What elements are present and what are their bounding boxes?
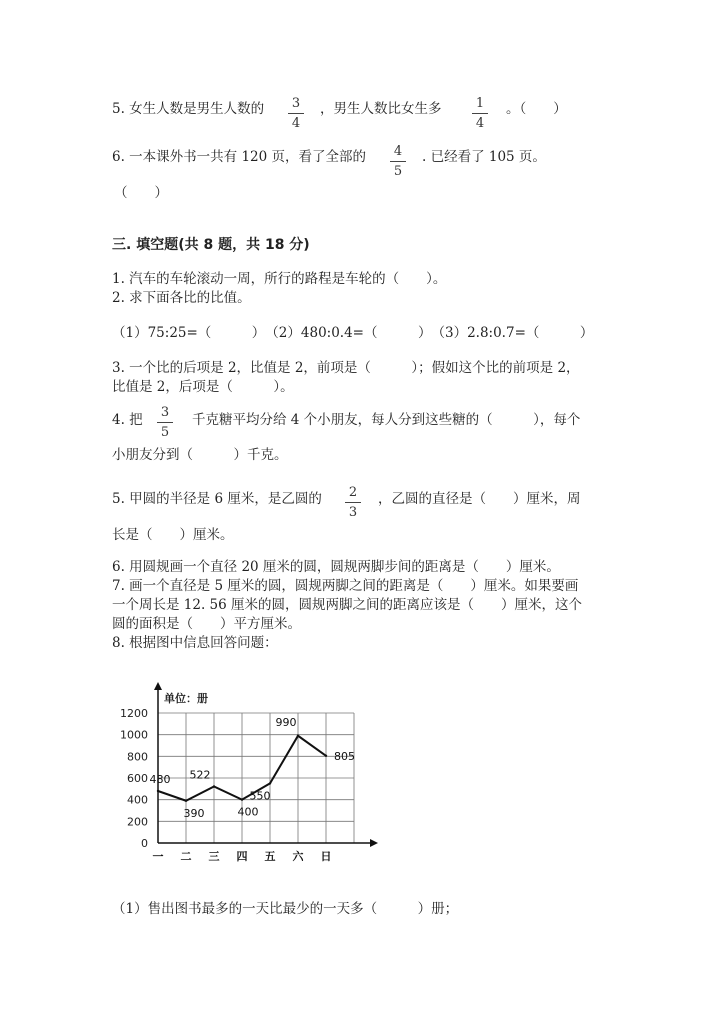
y-axis-arrow [154, 682, 162, 690]
q5-text-a: 5. 甲圆的半径是 6 厘米，是乙圆的 [112, 491, 322, 507]
q8-sub1-text: （1）售出图书最多的一天比最少的一天多（ ）册； [112, 901, 459, 917]
y-tick-label: 800 [127, 750, 148, 764]
data-label: 805 [334, 749, 355, 763]
data-label: 550 [249, 789, 271, 803]
q6-text: 6. 用圆规画一个直径 20 厘米的圆，圆规两脚步间的距离是（ ）厘米。 [112, 559, 560, 575]
q7-line-1: 7. 画一个直径是 5 厘米的圆，圆规两脚之间的距离是（ ）厘米。如果要画 [112, 578, 579, 594]
q4-text-c: 小朋友分到（ ）千克。 [112, 447, 288, 463]
q2-text: 2. 求下面各比的比值。 [112, 290, 251, 306]
fraction-denominator: 3 [348, 505, 358, 520]
y-tick-label: 1000 [120, 728, 148, 742]
q5-prev-fraction-2 [472, 96, 488, 131]
data-point [213, 785, 215, 787]
q4-fraction [157, 405, 173, 440]
y-tick-label: 400 [127, 793, 148, 807]
fraction-numerator: 4 [393, 144, 403, 159]
y-tick-label: 0 [141, 837, 148, 850]
data-point [185, 800, 187, 802]
fraction-denominator: 5 [393, 164, 403, 179]
x-tick-label: 日 [320, 850, 332, 863]
q5-prev-text-c: 。（ ） [506, 101, 567, 117]
q5-prev-fraction-1 [288, 96, 304, 131]
q6-prev-text-b: . 已经看了 105 页。 [422, 149, 546, 165]
y-tick-label: 600 [127, 772, 148, 785]
q6-prev-text-a: 6. 一本课外书一共有 120 页，看了全部的 [112, 149, 367, 165]
q5-fraction [345, 485, 361, 520]
q2-parts: （1）75:25=（ ） （2）480:0.4=（ ） （3）2.8:0.7=（ ） [112, 325, 594, 341]
section-title: 三. 填空题(共 8 题，共 18 分) [112, 237, 310, 253]
y-tick-label: 1200 [120, 707, 148, 720]
y-tick-label: 200 [127, 815, 148, 829]
q1-text: 1. 汽车的车轮滚动一周，所行的路程是车轮的（ ）。 [112, 271, 447, 287]
q5-prev-text-b: ，男生人数比女生多 [320, 101, 442, 117]
fraction-numerator: 3 [291, 96, 301, 111]
q4-text-b: 千克糖平均分给 4 个小朋友，每人分到这些糖的（ ），每个 [192, 412, 581, 428]
data-label: 522 [189, 768, 211, 782]
data-label: 390 [183, 806, 205, 820]
fraction-denominator: 5 [160, 425, 170, 440]
q7-line-3: 圆的面积是（ ）平方厘米。 [112, 616, 301, 632]
q6-prev-fraction [390, 144, 406, 179]
x-tick-label: 五 [264, 850, 276, 863]
data-point [325, 755, 327, 757]
x-tick-label: 一 [152, 850, 164, 863]
data-point [241, 798, 243, 800]
q3-line-1: 3. 一个比的后项是 2，比值是 2，前项是（ ）；假如这个比的前项是 2， [112, 360, 580, 376]
x-tick-label: 四 [236, 850, 248, 863]
q6-prev-text-c: （ ） [114, 185, 168, 201]
x-tick-label: 二 [180, 850, 192, 863]
data-label: 990 [275, 715, 297, 729]
q4-text-a: 4. 把 [112, 412, 143, 428]
unit-label: 单位：册 [164, 692, 208, 705]
data-label: 400 [237, 805, 259, 819]
fraction-numerator: 2 [348, 485, 358, 500]
data-label: 480 [149, 773, 171, 786]
q7-line-2: 一个周长是 12. 56 厘米的圆，圆规两脚之间的距离应该是（ ）厘米，这个 [112, 597, 583, 613]
q8-text: 8. 根据图中信息回答问题： [112, 635, 278, 651]
fraction-denominator: 4 [475, 116, 485, 131]
q5-prev-text-a: 5. 女生人数是男生人数的 [112, 101, 265, 117]
data-point [269, 782, 271, 784]
x-axis-arrow [370, 839, 378, 847]
x-tick-label: 六 [292, 850, 304, 863]
data-point [157, 790, 159, 792]
x-tick-label: 三 [208, 850, 220, 863]
q5-text-c: 长是（ ）厘米。 [112, 527, 234, 543]
fraction-numerator: 3 [160, 405, 170, 420]
fraction-numerator: 1 [475, 96, 485, 111]
books-sold-line-chart [110, 680, 370, 870]
q5-text-b: ，乙圆的直径是（ ）厘米，周 [378, 491, 581, 507]
data-point [297, 735, 299, 737]
fraction-denominator: 4 [291, 116, 301, 131]
q3-line-2: 比值是 2，后项是（ ）。 [112, 379, 294, 395]
